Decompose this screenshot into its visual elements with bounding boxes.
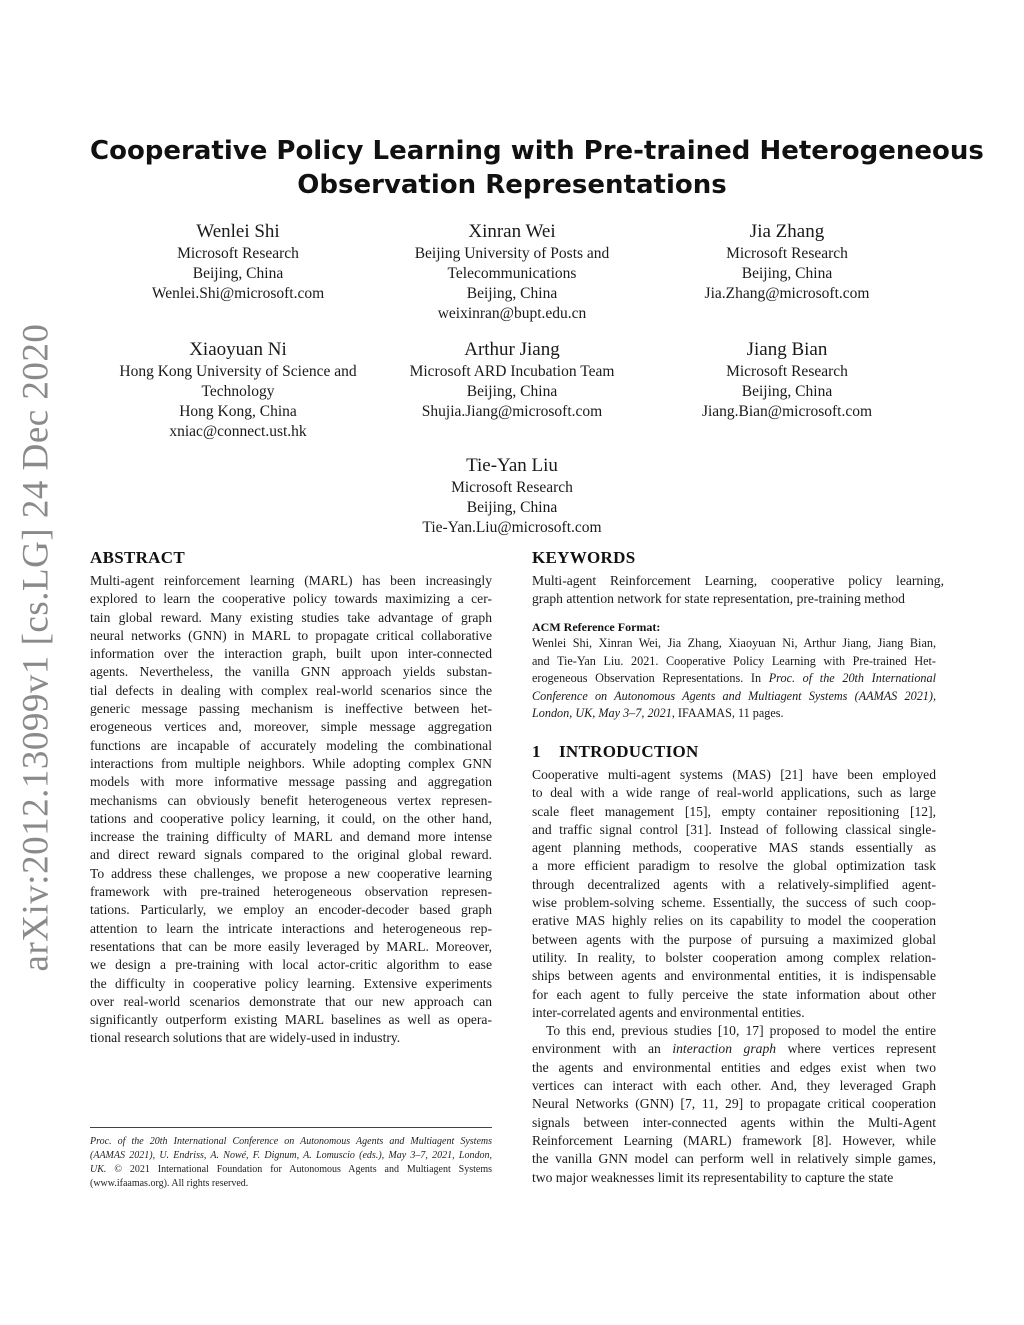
text-line: functions are incapable of accurately modeling the combinational: [90, 737, 492, 753]
text-line: the difficulty in cooperative policy learning. Extensive experiments: [90, 975, 492, 991]
text-line: vertices can interact with each other. And, they leveraged Graph: [532, 1078, 936, 1094]
title-line-1: Cooperative Policy Learning with Pre-trained Heterogeneous: [90, 136, 984, 166]
author-location: Beijing, China: [466, 499, 558, 516]
footnote-divider: [90, 1127, 492, 1128]
text-line: resentations that can be more easily leveraged by MARL. Moreover,: [90, 938, 492, 954]
text-line: tial defects in dealing with complex real-world scenarios since the: [90, 682, 492, 698]
author-email: xniac@connect.ust.hk: [169, 423, 307, 440]
text-line: Conference on Autonomous Agents and Multiagent Systems (AAMAS 2021),: [532, 688, 936, 703]
acm-reference-text: [532, 635, 936, 723]
text-line: London, UK, May 3–7, 2021, IFAAMAS, 11 pages.: [532, 706, 784, 721]
author-affiliation: Microsoft Research: [726, 245, 848, 262]
text-line: erative MAS highly relies on its capability to model the cooperation: [532, 913, 936, 929]
text-line: significantly outperform existing MARL baselines as well as opera-: [90, 1012, 492, 1028]
author-block: [88, 338, 388, 442]
abstract-body: [90, 572, 492, 1048]
text-line: erogeneous Observation Representations. In Proc. of the 20th International: [532, 671, 936, 686]
text-line: signals between inter-connected agents within the Multi-Agent: [532, 1114, 936, 1130]
author-block: [362, 220, 662, 324]
author-block: [362, 454, 662, 538]
text-line: Multi-agent reinforcement learning (MARL) has been increasingly: [90, 573, 492, 588]
author-email: Jia.Zhang@microsoft.com: [704, 285, 870, 302]
author-affiliation: Hong Kong University of Science and: [119, 363, 357, 380]
author-email: Jiang.Bian@microsoft.com: [701, 403, 873, 420]
text-line: (AAMAS 2021), U. Endriss, A. Nowé, F. Dignum, A. Lomuscio (eds.), May 3–7, 2021, London,: [90, 1150, 492, 1161]
author-location: Beijing, China: [741, 383, 833, 400]
text-line: Cooperative multi-agent systems (MAS) [21] have been employed: [532, 767, 936, 782]
introduction-heading: 1 INTRODUCTION: [532, 742, 699, 761]
author-affiliation: Telecommunications: [447, 265, 577, 282]
text-line: models with more informative message passing and aggregation: [90, 774, 492, 790]
author-name: Xinran Wei: [468, 221, 556, 242]
acm-reference-heading: ACM Reference Format:: [532, 620, 661, 634]
text-line: tations. Particularly, we employ an encoder-decoder based graph: [90, 902, 492, 918]
text-line: for each agent to fully perceive the state information about other: [532, 986, 936, 1002]
author-name: Wenlei Shi: [196, 221, 280, 242]
text-line: Proc. of the 20th International Conference on Autonomous Agents and Multiagent Systems: [90, 1136, 492, 1147]
author-name: Xiaoyuan Ni: [189, 339, 287, 360]
text-line: wise problem-solving scheme. Essentially, the success of such coop-: [532, 895, 936, 911]
author-affiliation: Microsoft Research: [726, 363, 848, 380]
author-affiliation: Microsoft Research: [177, 245, 299, 262]
footnote: [90, 1135, 492, 1191]
abstract-heading: ABSTRACT: [90, 548, 185, 567]
text-line: tain global reward. Many existing studies take advantage of graph: [90, 609, 492, 625]
author-block: [637, 338, 937, 422]
text-line: attention to learn the intricate interactions and heterogeneous rep-: [90, 920, 492, 936]
text-line: through decentralized agents with a relatively-simplified agent-: [532, 876, 936, 892]
text-line: scale fleet management [15], empty container repositioning [12],: [532, 803, 936, 819]
text-line: a more efficient paradigm to resolve the global optimization task: [532, 858, 936, 874]
title-line-2: Observation Representations: [297, 170, 727, 200]
author-email: Tie-Yan.Liu@microsoft.com: [422, 519, 602, 536]
author-affiliation: Technology: [201, 383, 275, 400]
keywords-body: [532, 572, 944, 609]
text-line: erogeneous vertices and, moreover, simple message aggregation: [90, 719, 492, 735]
text-line: and Tie-Yan Liu. 2021. Cooperative Policy Learning with Pre-trained Het-: [532, 653, 936, 668]
text-line: two major weaknesses limit its representability to capture the state: [532, 1169, 894, 1185]
text-line: tional research solutions that are widely-used in industry.: [90, 1030, 401, 1046]
text-line: (www.ifaamas.org). All rights reserved.: [90, 1178, 249, 1189]
author-location: Beijing, China: [466, 285, 558, 302]
text-line: framework with pre-trained heterogeneous observation represen-: [90, 884, 492, 900]
author-block: [362, 338, 662, 422]
author-name: Jiang Bian: [746, 339, 828, 360]
arxiv-identifier: [10, 323, 62, 971]
text-line: utility. In reality, to bolster cooperation among complex relation-: [532, 949, 936, 965]
author-name: Arthur Jiang: [464, 339, 560, 360]
text-line: Neural Networks (GNN) [7, 11, 29] to propagate critical cooperation: [532, 1096, 936, 1112]
text-line: increase the training difficulty of MARL and demand more intense: [90, 829, 492, 845]
text-line: and direct reward signals compared to the original global reward.: [90, 847, 492, 863]
author-name: Tie-Yan Liu: [466, 455, 558, 476]
author-block: [637, 220, 937, 304]
paper-title: [90, 134, 984, 202]
text-line: information over the interaction graph, built upon inter-connected: [90, 646, 492, 662]
author-name: Jia Zhang: [749, 221, 825, 242]
introduction-body: [532, 766, 936, 1187]
author-block: [88, 220, 388, 304]
text-line: Wenlei Shi, Xinran Wei, Jia Zhang, Xiaoyuan Ni, Arthur Jiang, Jiang Bian,: [532, 636, 936, 650]
author-location: Beijing, China: [466, 383, 558, 400]
author-location: Hong Kong, China: [179, 403, 297, 420]
author-location: Beijing, China: [741, 265, 833, 282]
text-line: neural networks (GNN) in MARL to propagate critical collaborative: [90, 627, 492, 643]
text-line: explored to learn the cooperative policy towards maximizing a cer-: [90, 591, 492, 607]
text-line: environment with an interaction graph where vertices represent: [532, 1041, 936, 1057]
text-line: graph attention network for state representation, pre-training method: [532, 591, 905, 607]
text-line: mechanisms can obviously benefit heterogeneous vertex represen-: [90, 792, 492, 808]
text-line: generic message passing mechanism is ineffective between het-: [90, 701, 492, 717]
text-line: interactions from multiple neighbors. While adopting complex GNN: [90, 755, 492, 771]
author-affiliation: Microsoft Research: [451, 479, 573, 496]
author-affiliation: Beijing University of Posts and: [414, 245, 610, 262]
arxiv-identifier-text: arXiv:2012.13099v1 [cs.LG] 24 Dec 2020: [15, 323, 57, 971]
text-line: Reinforcement Learning (MARL) framework [8]. However, while: [532, 1132, 936, 1148]
text-line: ships between agents and environmental entities, it is indispensable: [532, 968, 936, 984]
text-line: To this end, previous studies [10, 17] proposed to model the entire: [546, 1023, 936, 1039]
text-line: and traffic signal control [31]. Instead of following classical single-: [532, 821, 936, 837]
text-line: UK. © 2021 International Foundation for Autonomous Agents and Multiagent Systems: [90, 1164, 492, 1175]
author-affiliation: Microsoft ARD Incubation Team: [409, 363, 615, 380]
text-line: over real-world scenarios demonstrate that our new approach can: [90, 993, 492, 1009]
text-line: Multi-agent Reinforcement Learning, cooperative policy learning,: [532, 573, 944, 588]
text-line: agents. Nevertheless, the vanilla GNN approach yields substan-: [90, 664, 492, 680]
text-line: inter-correlated agents and environmental entities.: [532, 1004, 805, 1020]
author-email: Wenlei.Shi@microsoft.com: [151, 285, 325, 302]
keywords-heading: KEYWORDS: [532, 548, 636, 567]
text-line: the vanilla GNN model can perform well in relatively simple games,: [532, 1151, 936, 1167]
text-line: between agents with the purpose of pursuing a maximized global: [532, 931, 936, 947]
text-line: tations and cooperative policy learning, it could, on the other hand,: [90, 810, 492, 826]
author-email: Shujia.Jiang@microsoft.com: [421, 403, 603, 420]
text-line: the agents and environmental entities and edges exist when two: [532, 1059, 936, 1075]
text-line: agent planning methods, cooperative MAS stands essentially as: [532, 840, 936, 856]
text-line: to deal with a wide range of real-world applications, such as large: [532, 785, 936, 801]
text-line: To address these challenges, we propose a new cooperative learning: [90, 865, 492, 881]
author-location: Beijing, China: [192, 265, 284, 282]
author-email: weixinran@bupt.edu.cn: [437, 305, 587, 322]
text-line: we design a pre-training with local actor-critic algorithm to ease: [90, 957, 492, 973]
